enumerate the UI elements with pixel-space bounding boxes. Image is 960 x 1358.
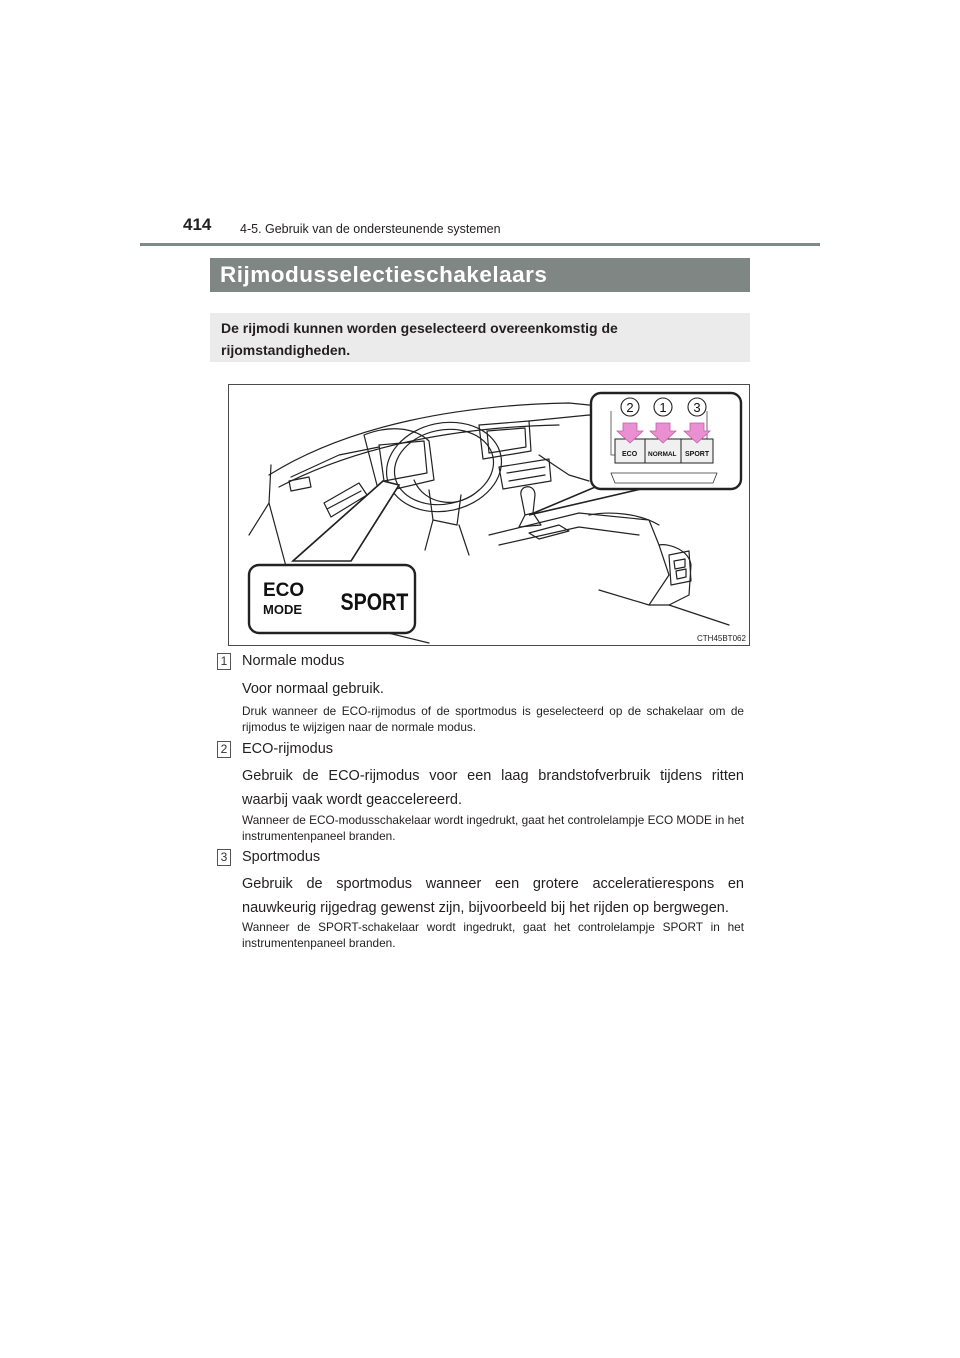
item-number-icon: 1: [217, 653, 231, 670]
section-header: 4-5. Gebruik van de ondersteunende systemen: [240, 222, 501, 236]
header-rule: [140, 243, 820, 246]
callout-number-2: 2: [626, 400, 634, 415]
callout-number-3: 3: [693, 400, 701, 415]
item-body-sport: Gebruik de sportmodus wanneer een grotere acceleratierespons en nauwkeurig rijgedrag gewenst zijn, bijvoorbeeld bij het rijden op bergwegen.: [242, 876, 744, 916]
intro-box: De rijmodi kunnen worden geselecteerd overeenkomstig de rijomstandigheden.: [210, 313, 750, 362]
title-bar: [210, 258, 750, 292]
figure-code: CTH45BT062: [697, 634, 746, 643]
item-title-normal: Normale modus: [242, 653, 345, 669]
item-number-icon: 3: [217, 849, 231, 866]
item-body-normal: Voor normaal gebruik.: [242, 681, 384, 697]
button-label-normal: NORMAL: [648, 451, 677, 458]
item-body-eco: Gebruik de ECO-rijmodus voor een laag brandstofverbruik tijdens ritten waarbij vaak wordt geaccelereerd.: [242, 768, 744, 808]
indicator-eco-top: ECO: [263, 580, 305, 601]
page-title: Rijmodusselectieschakelaars: [220, 262, 548, 287]
item-note-normal: Druk wanneer de ECO-rijmodus of de sportmodus is geselecteerd op de schakelaar om de rijmodus te wijzigen naar de normale modus.: [242, 704, 744, 734]
item-title-sport: Sportmodus: [242, 849, 321, 865]
button-label-sport: SPORT: [685, 451, 710, 458]
button-label-eco: ECO: [622, 451, 638, 458]
indicator-eco-bottom: MODE: [263, 602, 302, 617]
item-note-sport: Wanneer de SPORT-schakelaar wordt ingedrukt, gaat het controlelampje SPORT in het instrumentenpaneel branden.: [242, 920, 744, 950]
indicator-sport: SPORT: [340, 588, 409, 616]
dashboard-illustration: [228, 384, 750, 646]
item-number-icon: 2: [217, 741, 231, 758]
item-note-eco: Wanneer de ECO-modusschakelaar wordt ingedrukt, gaat het controlelampje ECO MODE in het instrumentenpaneel branden.: [242, 813, 744, 843]
page-number: 414: [183, 215, 212, 234]
callout-number-1: 1: [659, 400, 667, 415]
item-title-eco: ECO-rijmodus: [242, 741, 334, 757]
cluster-callout-wedge: [293, 481, 399, 561]
